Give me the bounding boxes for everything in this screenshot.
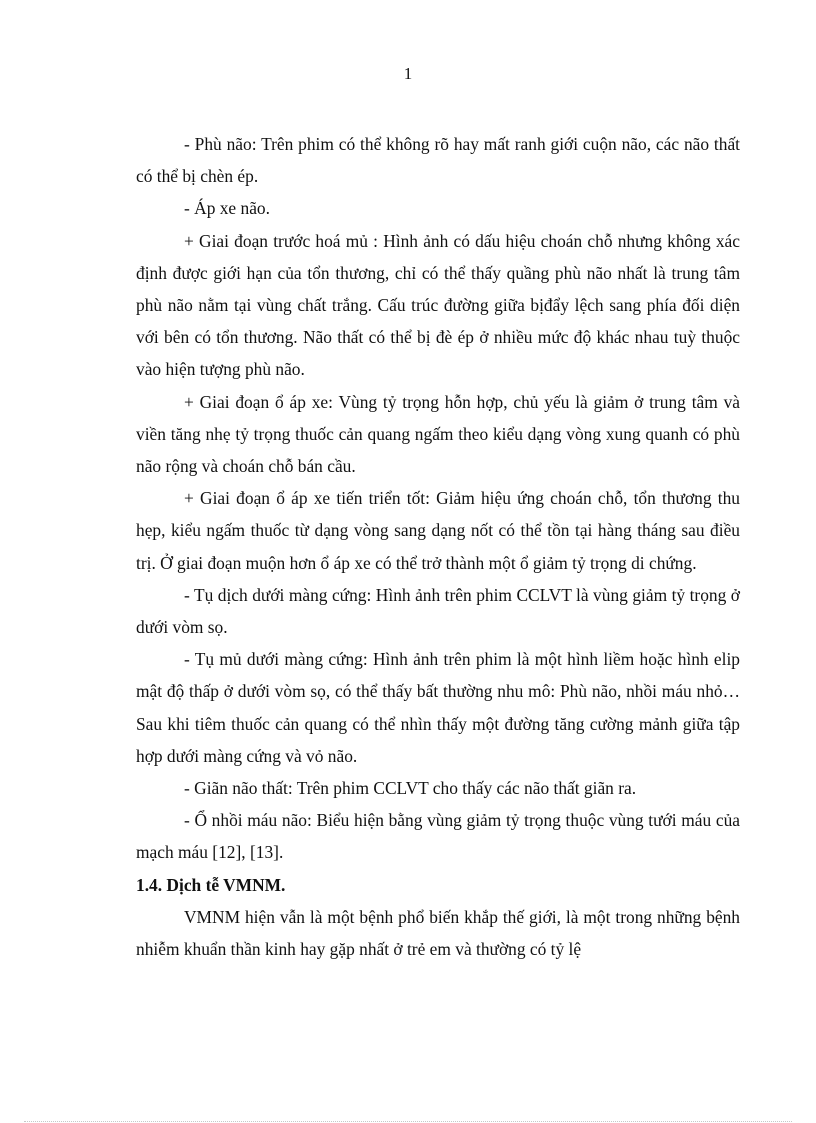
paragraph-giai-doan-truoc-hoa-mu: + Giai đoạn trước hoá mủ : Hình ảnh có dấu hiệu choán chỗ nhưng không xác định được giới hạn của tổn thương, chỉ có thể thấy quầng phù não nhất là trung tâm phù não nằm tại vùng chất trắng. Cấu trúc đường giữa bịđẩy lệch sang phía đối diện với bên có tổn thương. Não thất có thể bị đè ép ở nhiều mức độ khác nhau tuỳ thuộc vào hiện tượng phù não. xyxy=(136,230,740,380)
paragraph-giai-doan-tien-trien-tot: + Giai đoạn ổ áp xe tiến triển tốt: Giảm hiệu ứng choán chỗ, tổn thương thu hẹp, kiểu ngấm thuốc từ dạng vòng sang dạng nốt có thể tồn tại hàng tháng sau điều trị. Ở giai đoạn muộn hơn ổ áp xe có thể trở thành một ổ giảm tỷ trọng di chứng. xyxy=(136,488,740,573)
paragraph-gian-nao-that: - Giãn não thất: Trên phim CCLVT cho thấy các não thất giãn ra. xyxy=(184,778,637,799)
paragraph-tu-dich: - Tụ dịch dưới màng cứng: Hình ảnh trên phim CCLVT là vùng giảm tỷ trọng ở dưới vòm sọ. xyxy=(136,584,740,638)
section-paragraph: VMNM hiện vẫn là một bệnh phổ biến khắp thế giới, là một trong những bệnh nhiễm khuẩn thần kinh hay gặp nhất ở trẻ em và thường có tỷ lệ xyxy=(136,906,740,960)
page-number: 1 xyxy=(403,64,413,83)
paragraph-giai-doan-o-ap-xe: + Giai đoạn ổ áp xe: Vùng tỷ trọng hỗn hợp, chủ yếu là giảm ở trung tâm và viền tăng nhẹ tỷ trọng thuốc cản quang ngấm theo kiểu dạng vòng xung quanh có phù não rộng và choán chỗ bán cầu. xyxy=(136,391,740,477)
paragraph-tu-mu: - Tụ mủ dưới màng cứng: Hình ảnh trên phim là một hình liềm hoặc hình elip mật độ thấp ở dưới vòm sọ, có thể thấy bất thường nhu mô: Phù não, nhồi máu nhỏ…Sau khi tiêm thuốc cản quang có thể nhìn thấy một đường tăng cường mảnh giữa tập hợp dưới màng cứng và vỏ não. xyxy=(136,649,740,766)
paragraph-o-nhoi-mau: - Ổ nhồi máu não: Biểu hiện bằng vùng giảm tỷ trọng thuộc vùng tưới máu của mạch máu [12], [13]. xyxy=(136,810,740,863)
section-heading: 1.4. Dịch tễ VMNM. xyxy=(136,874,286,895)
paragraph-ap-xe-nao: - Áp xe não. xyxy=(184,198,270,219)
paragraph-phu-nao: - Phù não: Trên phim có thể không rõ hay mất ranh giới cuộn não, các não thất có thể bị chèn ép. xyxy=(136,134,740,187)
page-bottom-divider xyxy=(24,1121,792,1122)
document-body xyxy=(136,128,740,965)
